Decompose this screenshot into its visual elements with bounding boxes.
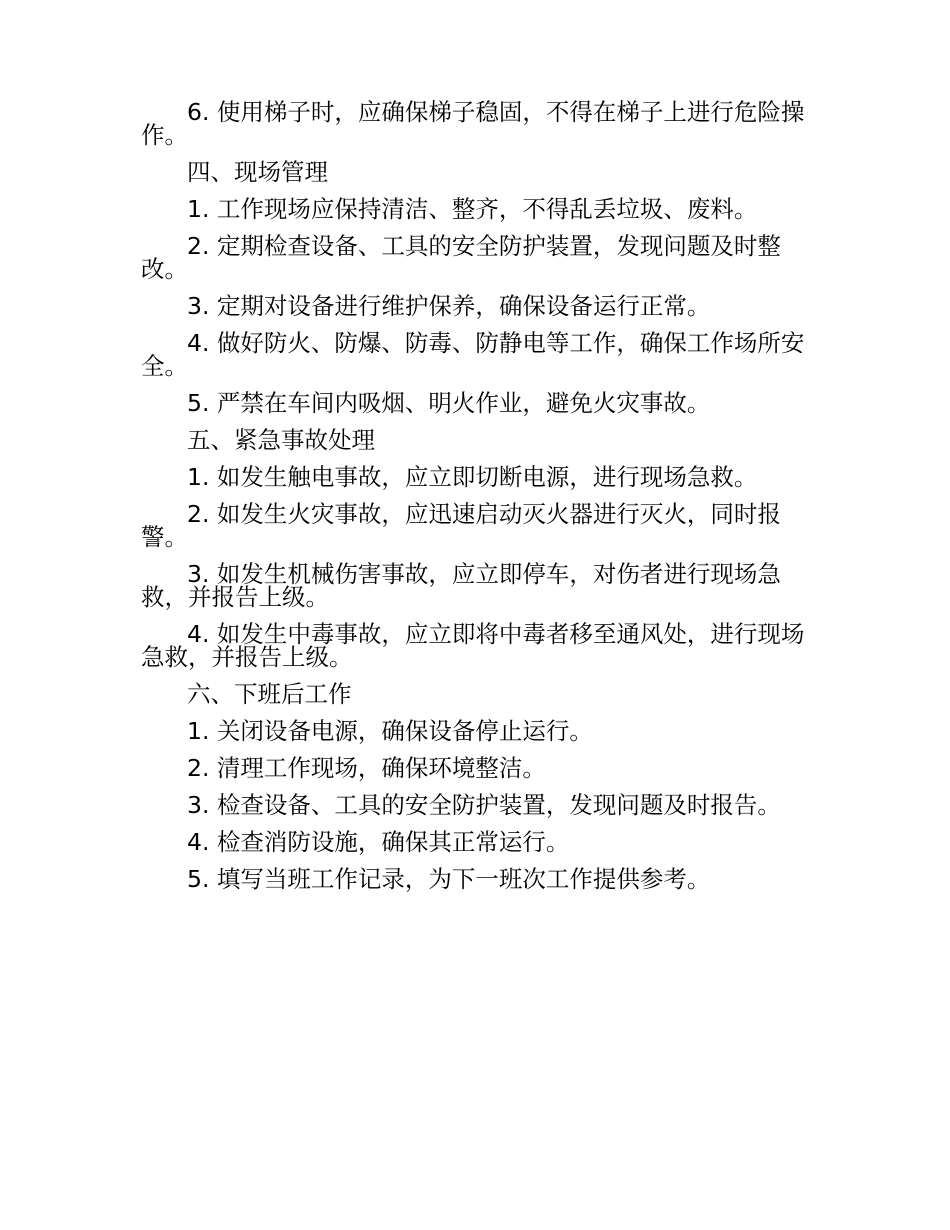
paragraph-emergency-electric-shock: 1. 如发生触电事故，应立即切断电源，进行现场急救。 <box>187 463 758 491</box>
paragraph-off-shift-power: 1. 关闭设备电源，确保设备停止运行。 <box>187 717 593 745</box>
paragraph-site-inspection: 2. 定期检查设备、工具的安全防护装置，发现问题及时整改。 <box>141 232 781 283</box>
paragraph-site-no-smoking: 5. 严禁在车间内吸烟、明火作业，避免火灾事故。 <box>187 389 711 417</box>
paragraph-emergency-poisoning: 4. 如发生中毒事故，应立即将中毒者移至通风处，进行现场急救，并报告上级。 <box>141 620 805 671</box>
paragraph-site-maintenance: 3. 定期对设备进行维护保养，确保设备运行正常。 <box>187 292 711 320</box>
paragraph-site-fire-prevention: 4. 做好防火、防爆、防毒、防静电等工作，确保工作场所安全。 <box>141 329 805 380</box>
paragraph-site-cleanliness: 1. 工作现场应保持清洁、整齐，不得乱丢垃圾、废料。 <box>187 195 758 223</box>
paragraph-off-shift-fire-facilities: 4. 检查消防设施，确保其正常运行。 <box>187 828 570 856</box>
paragraph-off-shift-inspection: 3. 检查设备、工具的安全防护装置，发现问题及时报告。 <box>187 791 781 819</box>
paragraph-off-shift-record: 5. 填写当班工作记录，为下一班次工作提供参考。 <box>187 865 711 893</box>
paragraph-ladder-safety: 6. 使用梯子时，应确保梯子稳固，不得在梯子上进行危险操作。 <box>141 98 805 149</box>
section-heading-site-management: 四、现场管理 <box>187 158 328 186</box>
paragraph-emergency-mechanical: 3. 如发生机械伤害事故，应立即停车，对伤者进行现场急救，并报告上级。 <box>141 560 781 611</box>
paragraph-off-shift-cleanup: 2. 清理工作现场，确保环境整洁。 <box>187 754 546 782</box>
paragraph-emergency-fire: 2. 如发生火灾事故，应迅速启动灭火器进行灭火，同时报警。 <box>141 500 781 551</box>
section-heading-off-shift: 六、下班后工作 <box>187 680 352 708</box>
section-heading-emergency: 五、紧急事故处理 <box>187 426 375 454</box>
document-body <box>141 98 813 893</box>
